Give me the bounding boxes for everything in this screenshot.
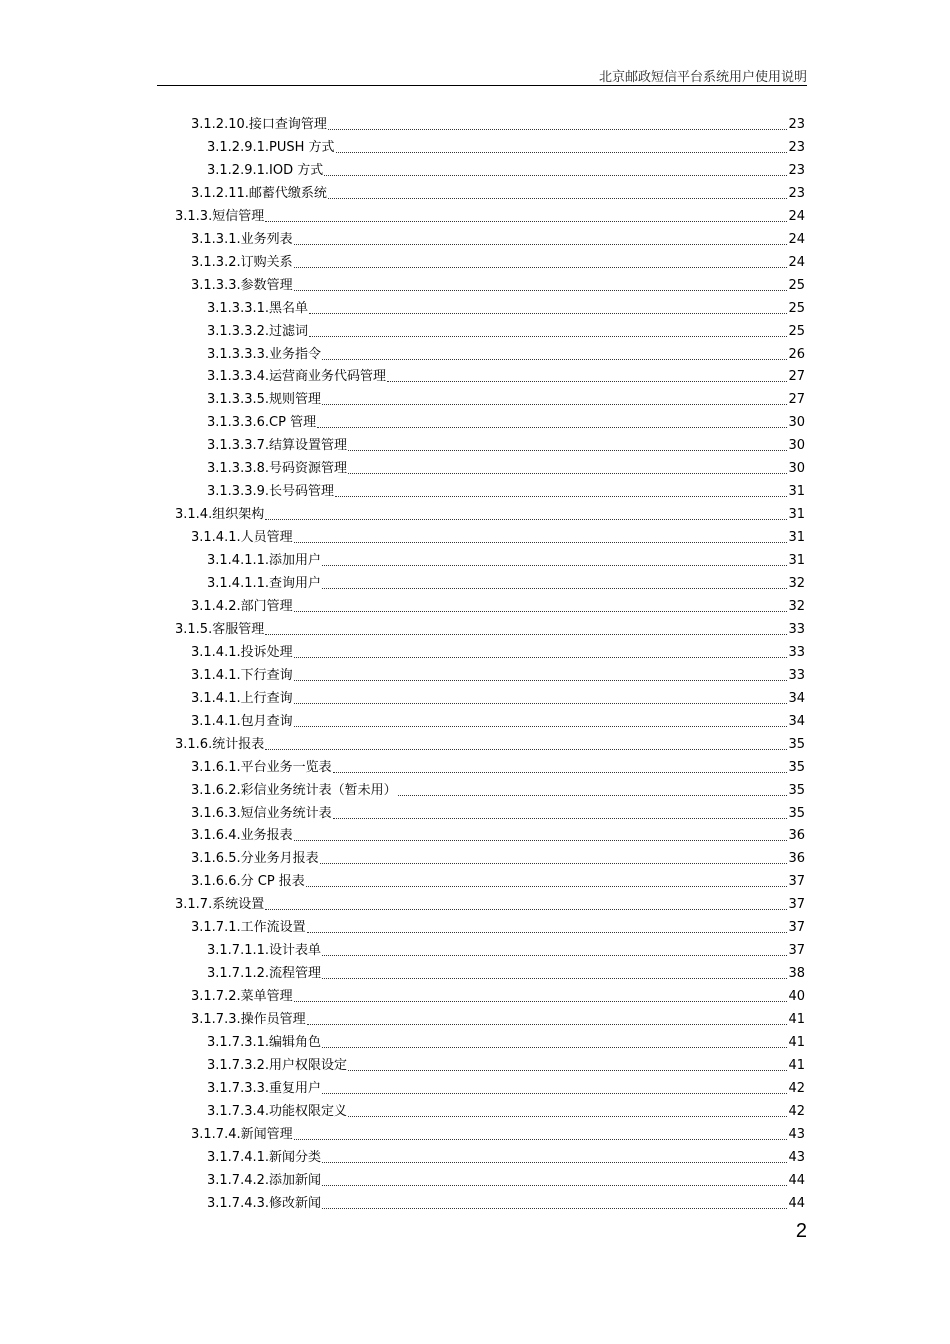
toc-entry[interactable] (191, 871, 805, 893)
header-rule (157, 85, 807, 86)
toc-entry[interactable] (191, 848, 805, 870)
toc-entry-page: 24 (788, 255, 805, 270)
toc-entry-title: 3.1.3.3.5.规则管理 (207, 392, 322, 407)
toc-entry-title: 3.1.7.3.2.用户权限设定 (207, 1058, 348, 1073)
toc-entry-page: 33 (788, 645, 805, 660)
toc-entry-title: 3.1.3.3.7.结算设置管理 (207, 438, 348, 453)
toc-entry[interactable] (207, 481, 805, 503)
toc-entry-page: 41 (788, 1058, 805, 1073)
toc-entry-page: 35 (788, 737, 805, 752)
toc-entry-page: 43 (788, 1127, 805, 1142)
toc-entry-page: 24 (788, 209, 805, 224)
toc-dot-leader (294, 267, 788, 268)
toc-dot-leader (294, 1139, 788, 1140)
toc-dot-leader (306, 886, 788, 887)
toc-entry-title: 3.1.6.1.平台业务一览表 (191, 760, 332, 775)
toc-entry-title: 3.1.3.3.9.长号码管理 (207, 484, 335, 499)
toc-entry[interactable] (191, 803, 805, 825)
toc-entry[interactable] (191, 252, 805, 274)
header-title: 北京邮政短信平台系统用户使用说明 (598, 70, 807, 85)
toc-entry[interactable] (191, 711, 805, 733)
toc-dot-leader (294, 290, 788, 291)
toc-entry-page: 30 (788, 461, 805, 476)
toc-entry[interactable] (207, 1101, 805, 1123)
toc-entry-title: 3.1.7.1.工作流设置 (191, 920, 306, 935)
toc-entry-page: 35 (788, 806, 805, 821)
toc-entry[interactable] (207, 550, 805, 572)
toc-entry-title: 3.1.7.1.1.设计表单 (207, 943, 322, 958)
toc-dot-leader (265, 634, 787, 635)
toc-dot-leader (322, 404, 787, 405)
toc-entry-title: 3.1.7.1.2.流程管理 (207, 966, 322, 981)
toc-entry-page: 38 (788, 966, 805, 981)
toc-dot-leader (348, 1070, 787, 1071)
toc-entry-page: 23 (788, 186, 805, 201)
toc-entry[interactable] (191, 183, 805, 205)
toc-entry[interactable] (207, 366, 805, 388)
toc-entry-page: 37 (788, 897, 805, 912)
toc-entry[interactable] (207, 573, 805, 595)
toc-entry[interactable] (175, 894, 805, 916)
toc-dot-leader (307, 932, 788, 933)
toc-entry[interactable] (207, 963, 805, 985)
toc-entry[interactable] (191, 642, 805, 664)
toc-entry[interactable] (191, 825, 805, 847)
page-number: 2 (795, 1220, 807, 1242)
toc-entry-page: 32 (788, 576, 805, 591)
toc-entry[interactable] (191, 986, 805, 1008)
toc-entry-page: 27 (788, 369, 805, 384)
toc-entry[interactable] (207, 1147, 805, 1169)
toc-entry[interactable] (175, 734, 805, 756)
toc-dot-leader (322, 588, 787, 589)
toc-dot-leader (322, 1093, 787, 1094)
toc-dot-leader (322, 978, 787, 979)
toc-dot-leader (322, 359, 787, 360)
toc-entry-title: 3.1.4.1.1.查询用户 (207, 576, 322, 591)
toc-entry[interactable] (191, 757, 805, 779)
toc-entry[interactable] (191, 1009, 805, 1031)
toc-entry-page: 31 (788, 553, 805, 568)
toc-entry-title: 3.1.3.短信管理 (175, 209, 265, 224)
toc-entry[interactable] (207, 412, 805, 434)
toc-dot-leader (335, 496, 787, 497)
toc-entry[interactable] (207, 940, 805, 962)
toc-entry-page: 43 (788, 1150, 805, 1165)
toc-entry-title: 3.1.3.3.4.运营商业务代码管理 (207, 369, 387, 384)
toc-dot-leader (294, 657, 788, 658)
toc-entry-page: 30 (788, 415, 805, 430)
toc-entry-title: 3.1.4.1.1.添加用户 (207, 553, 322, 568)
toc-entry[interactable] (191, 780, 805, 802)
toc-entry-page: 27 (788, 392, 805, 407)
toc-entry-page: 31 (788, 530, 805, 545)
toc-entry[interactable] (207, 160, 805, 182)
toc-dot-leader (324, 175, 787, 176)
toc-entry-page: 35 (788, 783, 805, 798)
toc-dot-leader (294, 542, 788, 543)
toc-entry[interactable] (207, 321, 805, 343)
toc-dot-leader (322, 1185, 787, 1186)
toc-dot-leader (322, 565, 787, 566)
toc-entry-title: 3.1.3.1.业务列表 (191, 232, 293, 247)
toc-entry[interactable] (191, 229, 805, 251)
toc-entry-page: 42 (788, 1104, 805, 1119)
toc-entry[interactable] (191, 596, 805, 618)
toc-entry-title: 3.1.7.3.1.编辑角色 (207, 1035, 322, 1050)
toc-entry-page: 42 (788, 1081, 805, 1096)
toc-dot-leader (265, 909, 787, 910)
toc-dot-leader (322, 955, 787, 956)
toc-dot-leader (322, 1208, 787, 1209)
toc-entry[interactable] (191, 114, 805, 136)
toc-entry[interactable] (207, 137, 805, 159)
toc-entry-page: 23 (788, 140, 805, 155)
toc-dot-leader (333, 772, 788, 773)
toc-entry-title: 3.1.6.2.彩信业务统计表（暂未用） (191, 783, 397, 798)
toc-dot-leader (348, 1116, 787, 1117)
toc-entry-title: 3.1.7.3.4.功能权限定义 (207, 1104, 348, 1119)
toc-dot-leader (348, 450, 787, 451)
toc-entry-page: 24 (788, 232, 805, 247)
toc-entry[interactable] (191, 688, 805, 710)
toc-entry[interactable] (207, 1032, 805, 1054)
toc-entry-page: 23 (788, 163, 805, 178)
toc-entry-title: 3.1.3.2.订购关系 (191, 255, 293, 270)
toc-dot-leader (294, 244, 788, 245)
toc-dot-leader (294, 611, 788, 612)
toc-dot-leader (336, 152, 788, 153)
toc-entry-page: 37 (788, 874, 805, 889)
toc-entry-page: 35 (788, 760, 805, 775)
toc-entry-page: 36 (788, 851, 805, 866)
toc-entry-page: 34 (788, 691, 805, 706)
toc-entry-title: 3.1.5.客服管理 (175, 622, 265, 637)
toc-dot-leader (294, 703, 788, 704)
toc-dot-leader (322, 1047, 787, 1048)
toc-entry-page: 23 (788, 117, 805, 132)
toc-entry-title: 3.1.7.4.3.修改新闻 (207, 1196, 322, 1211)
toc-entry[interactable] (207, 298, 805, 320)
toc-entry-title: 3.1.2.10.接口查询管理 (191, 117, 327, 132)
toc-dot-leader (333, 818, 788, 819)
toc-entry[interactable] (207, 435, 805, 457)
toc-dot-leader (265, 519, 787, 520)
toc-entry-page: 25 (788, 278, 805, 293)
toc-dot-leader (309, 313, 787, 314)
toc-dot-leader (294, 1001, 788, 1002)
toc-entry-title: 3.1.2.11.邮蓄代缴系统 (191, 186, 327, 201)
toc-entry-page: 37 (788, 943, 805, 958)
toc-dot-leader (328, 129, 788, 130)
toc-entry-title: 3.1.2.9.1.PUSH 方式 (207, 140, 335, 155)
toc-entry-title: 3.1.4.2.部门管理 (191, 599, 293, 614)
toc-entry-page: 44 (788, 1173, 805, 1188)
toc-entry-title: 3.1.6.3.短信业务统计表 (191, 806, 332, 821)
toc-entry[interactable] (207, 1193, 805, 1215)
toc-dot-leader (328, 198, 788, 199)
toc-entry-title: 3.1.4.1.人员管理 (191, 530, 293, 545)
toc-entry-page: 44 (788, 1196, 805, 1211)
toc-dot-leader (398, 795, 788, 796)
toc-entry-title: 3.1.7.系统设置 (175, 897, 265, 912)
toc-dot-leader (317, 427, 787, 428)
toc-entry[interactable] (191, 275, 805, 297)
toc-entry[interactable] (191, 665, 805, 687)
toc-dot-leader (320, 863, 788, 864)
toc-entry-title: 3.1.3.3.3.业务指令 (207, 347, 322, 362)
toc-entry-title: 3.1.6.4.业务报表 (191, 828, 293, 843)
toc-entry[interactable] (175, 206, 805, 228)
toc-entry-title: 3.1.7.3.操作员管理 (191, 1012, 306, 1027)
toc-entry-title: 3.1.3.3.参数管理 (191, 278, 293, 293)
toc-entry-title: 3.1.4.1.下行查询 (191, 668, 293, 683)
toc-entry-title: 3.1.3.3.6.CP 管理 (207, 415, 317, 430)
toc-entry-title: 3.1.3.3.8.号码资源管理 (207, 461, 348, 476)
toc-entry[interactable] (191, 527, 805, 549)
toc-dot-leader (348, 473, 787, 474)
toc-entry-page: 41 (788, 1035, 805, 1050)
toc-entry-page: 40 (788, 989, 805, 1004)
toc-entry[interactable] (207, 1170, 805, 1192)
toc-entry-title: 3.1.4.组织架构 (175, 507, 265, 522)
toc-dot-leader (307, 1024, 788, 1025)
toc-entry-title: 3.1.7.4.2.添加新闻 (207, 1173, 322, 1188)
toc-entry-title: 3.1.4.1.上行查询 (191, 691, 293, 706)
toc-entry[interactable] (207, 458, 805, 480)
toc-entry-page: 30 (788, 438, 805, 453)
toc-entry-page: 41 (788, 1012, 805, 1027)
toc-entry-page: 36 (788, 828, 805, 843)
toc-entry-page: 32 (788, 599, 805, 614)
toc-entry-title: 3.1.6.统计报表 (175, 737, 265, 752)
toc-entry-title: 3.1.7.4.1.新闻分类 (207, 1150, 322, 1165)
toc-entry-page: 31 (788, 507, 805, 522)
toc-dot-leader (322, 1162, 787, 1163)
toc-dot-leader (294, 726, 788, 727)
toc-entry-title: 3.1.4.1.投诉处理 (191, 645, 293, 660)
toc-entry[interactable] (207, 389, 805, 411)
toc-entry-page: 25 (788, 324, 805, 339)
toc-entry-page: 33 (788, 622, 805, 637)
toc-entry-title: 3.1.6.6.分 CP 报表 (191, 874, 305, 889)
toc-entry[interactable] (207, 1078, 805, 1100)
toc-entry-title: 3.1.7.4.新闻管理 (191, 1127, 293, 1142)
toc-entry-title: 3.1.2.9.1.IOD 方式 (207, 163, 324, 178)
toc-dot-leader (294, 840, 788, 841)
toc-entry[interactable] (175, 619, 805, 641)
toc-dot-leader (309, 336, 787, 337)
toc-entry-title: 3.1.3.3.1.黑名单 (207, 301, 309, 316)
toc-entry-page: 26 (788, 347, 805, 362)
toc-dot-leader (294, 680, 788, 681)
toc-entry-page: 31 (788, 484, 805, 499)
toc-dot-leader (265, 221, 787, 222)
toc-entry[interactable] (191, 917, 805, 939)
toc-entry-page: 33 (788, 668, 805, 683)
toc-entry-title: 3.1.3.3.2.过滤词 (207, 324, 309, 339)
toc-dot-leader (387, 381, 787, 382)
toc-entry-page: 25 (788, 301, 805, 316)
toc-entry-page: 37 (788, 920, 805, 935)
toc-entry[interactable] (207, 344, 805, 366)
toc-dot-leader (265, 749, 787, 750)
toc-entry[interactable] (207, 1055, 805, 1077)
toc-entry-page: 34 (788, 714, 805, 729)
toc-entry-title: 3.1.4.1.包月查询 (191, 714, 293, 729)
toc-entry-title: 3.1.7.3.3.重复用户 (207, 1081, 322, 1096)
toc-entry-title: 3.1.7.2.菜单管理 (191, 989, 293, 1004)
toc-entry-title: 3.1.6.5.分业务月报表 (191, 851, 319, 866)
toc-entry[interactable] (175, 504, 805, 526)
toc-entry[interactable] (191, 1124, 805, 1146)
